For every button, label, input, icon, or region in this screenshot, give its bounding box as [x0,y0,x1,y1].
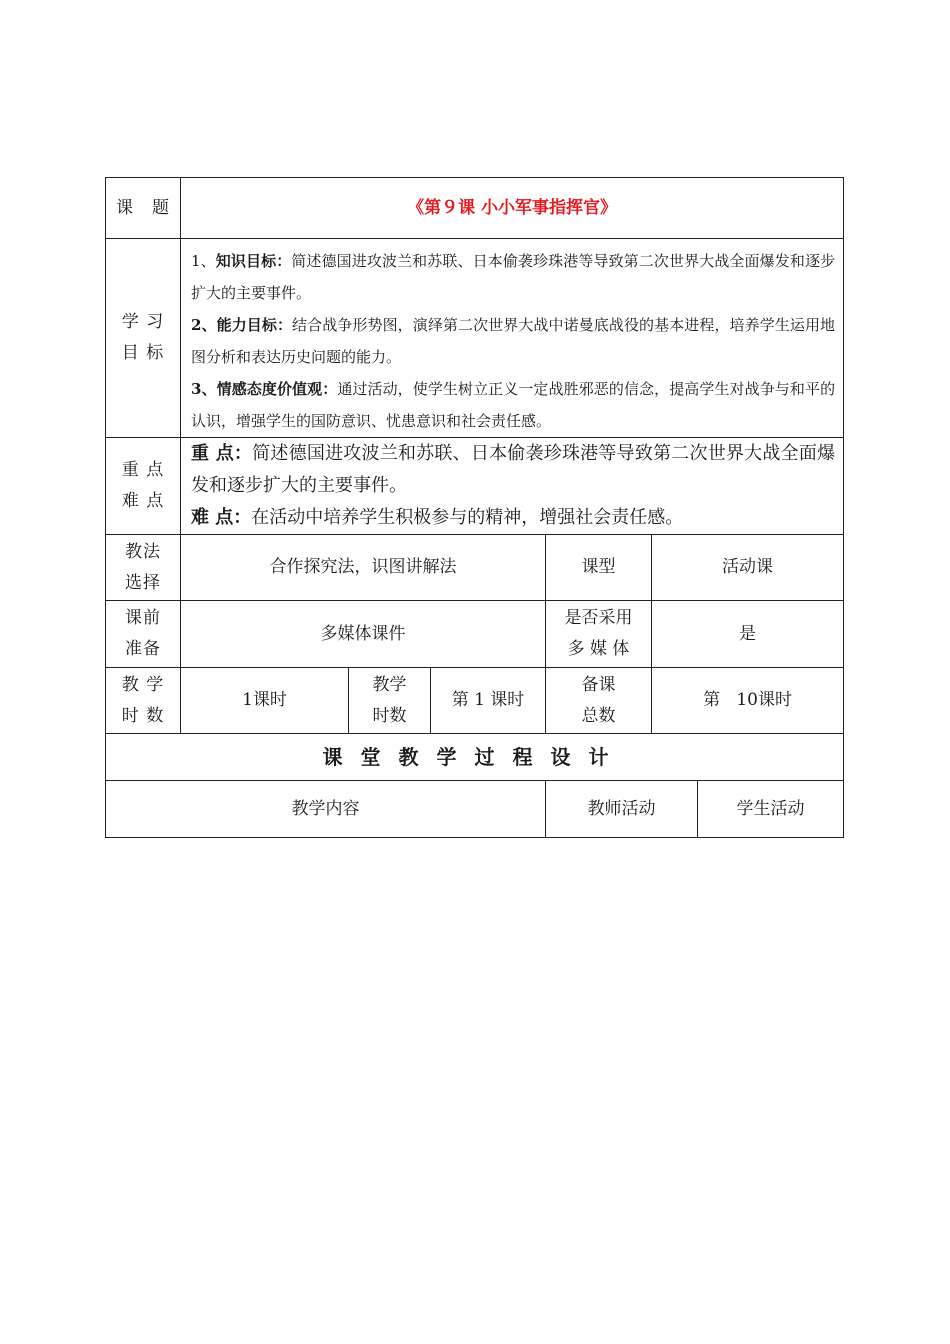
preparation-value: 多媒体课件 [181,601,546,668]
teacher-activity-header: 教师活动 [546,781,698,838]
focus-point: 重 点：简述德国进攻波兰和苏联、日本偷袭珍珠港等导致第二次世界大战全面爆发和逐步扩大的主要事件。 [191,443,836,496]
hours-label: 教 学 时 数 [106,668,181,734]
method-label: 教法 选择 [106,535,181,601]
lesson-plan-table [105,177,844,838]
column-header-row [106,781,844,838]
preparation-row [106,601,844,668]
teaching-content-header: 教学内容 [106,781,546,838]
difficulty-point: 难 点：在活动中培养学生积极参与的精神，增强社会责任感。 [191,507,684,528]
total-hours-value: 第 10课时 [652,668,844,734]
lesson-title: 《第９课 小小军事指挥官》 [181,178,844,239]
multimedia-value: 是 [652,601,844,668]
multimedia-label: 是否采用 多 媒 体 [546,601,652,668]
lesson-type-label: 课型 [546,535,652,601]
design-heading: 课堂教学过程设计 [106,734,844,781]
hours-row [106,668,844,734]
objective-item: 1、知识目标：简述德国进攻波兰和苏联、日本偷袭珍珠港等导致第二次世界大战全面爆发和逐步扩大的主要事件。 [191,252,836,302]
key-points-content [181,438,844,535]
student-activity-header: 学生活动 [698,781,844,838]
objective-item: 2、能力目标：结合战争形势图，演绎第二次世界大战中诺曼底战役的基本进程，培养学生运用地图分析和表达历史问题的能力。 [191,316,836,366]
key-points-label: 重 点 难 点 [106,438,181,535]
objectives-label: 学 习 目 标 [106,239,181,438]
objectives-row [106,239,844,438]
lesson-type-value: 活动课 [652,535,844,601]
objective-item: 3、情感态度价值观：通过活动，使学生树立正义一定战胜邪恶的信念，提高学生对战争与和平的认识，增强学生的国防意识、忧患意识和社会责任感。 [191,380,836,430]
key-points-row [106,438,844,535]
topic-row [106,178,844,239]
method-row [106,535,844,601]
current-hours-value: 第 1 课时 [431,668,546,734]
design-heading-row [106,734,844,781]
preparation-label: 课前 准备 [106,601,181,668]
hours-value: 1课时 [181,668,349,734]
method-value: 合作探究法，识图讲解法 [181,535,546,601]
topic-label: 课 题 [106,178,181,239]
total-hours-label: 备课 总数 [546,668,652,734]
objectives-content [181,239,844,438]
current-hours-label: 教学 时数 [349,668,431,734]
